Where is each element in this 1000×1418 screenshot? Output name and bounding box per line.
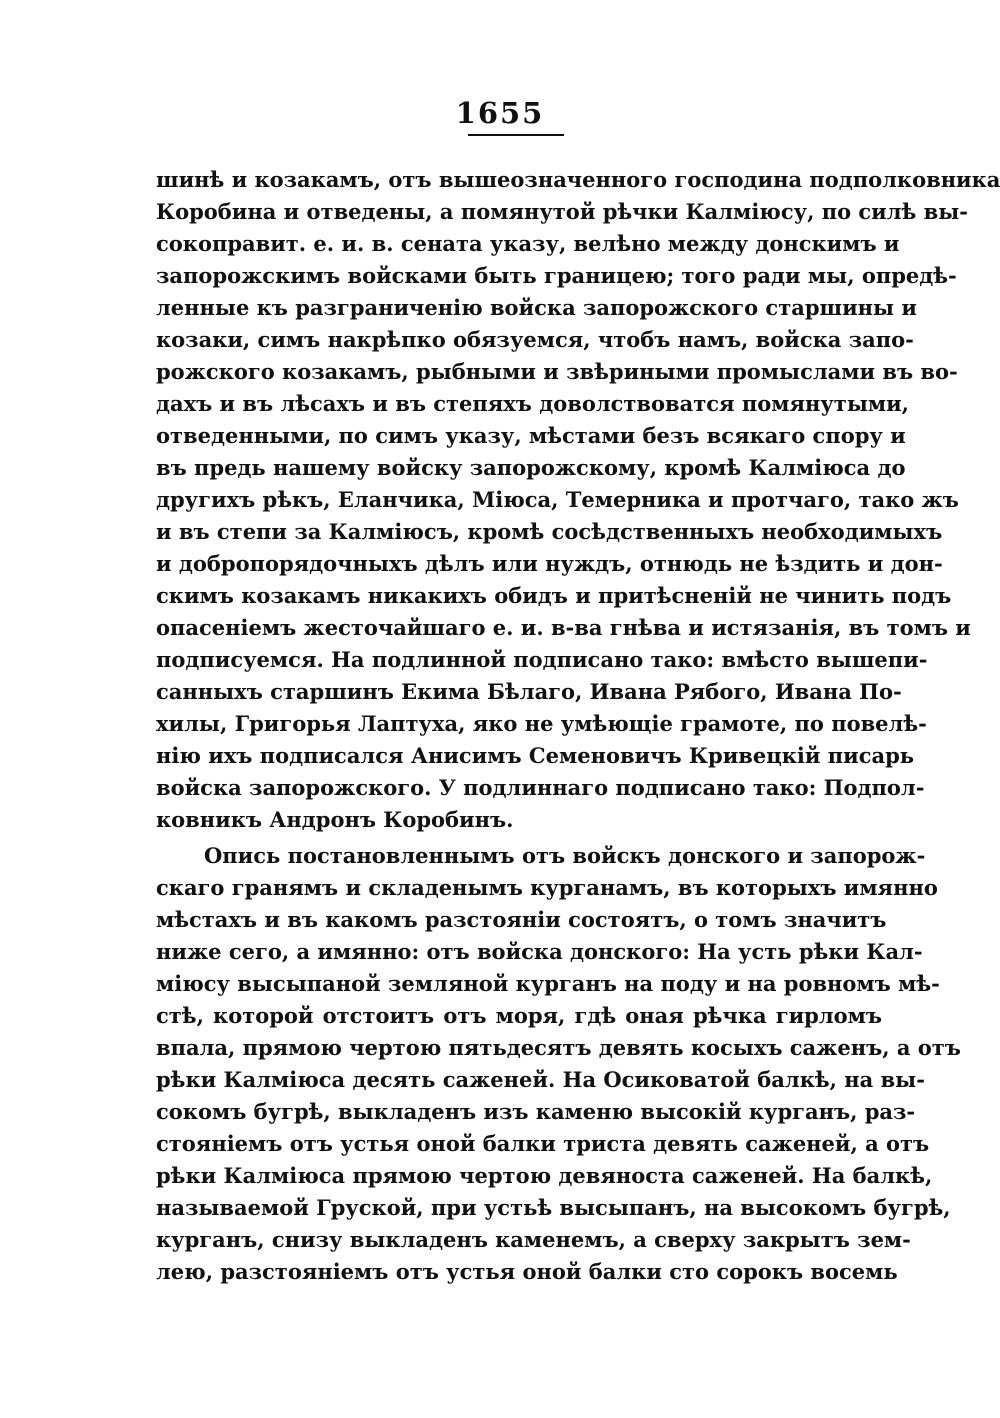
text-line: ленные къ разграниченію войска запорожского старшины и xyxy=(156,295,917,320)
text-line: сокоправит. е. и. в. сената указу, велѣно между донскимъ и xyxy=(156,231,900,256)
text-line: ниже сего, а имянно: отъ войска донского: На усть рѣки Кал- xyxy=(156,939,923,964)
text-line: санныхъ старшинъ Екима Бѣлаго, Ивана Рябого, Ивана По- xyxy=(156,679,902,704)
text-line: стѣ, которой отстоитъ отъ моря, гдѣ оная рѣчка гирломъ xyxy=(156,1003,882,1028)
text-line: войска запорожского. У подлиннаго подписано тако: Подпол- xyxy=(156,775,925,800)
text-line: шинѣ и козакамъ, отъ вышеозначенного господина подполковника xyxy=(156,167,1000,192)
text-line: міюсу высыпаной земляной курганъ на поду и на ровномъ мѣ- xyxy=(156,971,940,996)
page-number-underline xyxy=(468,134,564,136)
text-line: нію ихъ подписался Анисимъ Семеновичъ Кривецкій писарь xyxy=(156,743,915,768)
text-line: стояніемъ отъ устья оной балки триста девять саженей, а отъ xyxy=(156,1131,930,1156)
text-line: подписуемся. На подлинной подписано тако: вмѣсто вышепи- xyxy=(156,647,928,672)
text-line: въ предь нашему войску запорожскому, кромѣ Калміюса до xyxy=(156,455,906,480)
text-body xyxy=(156,164,1000,1288)
paragraph-2 xyxy=(156,840,961,1288)
paragraph-1 xyxy=(156,164,1000,836)
text-line: другихъ рѣкъ, Еланчика, Міюса, Темерника и протчаго, тако жъ xyxy=(156,487,959,512)
text-line: и въ степи за Калміюсъ, кромѣ сосѣдственныхъ необходимыхъ xyxy=(156,519,943,544)
text-line: и добропорядочныхъ дѣлъ или нуждъ, отнюдь не ѣздить и дон- xyxy=(156,551,943,576)
text-line: рѣки Калміюса прямою чертою девяноста саженей. На балкѣ, xyxy=(156,1163,933,1188)
text-line: дахъ и въ лѣсахъ и въ степяхъ доволствоватся помянутыми, xyxy=(156,391,909,416)
text-line: ковникъ Андронъ Коробинъ. xyxy=(156,807,514,832)
text-line: хилы, Григорья Лаптуха, яко не умѣющіе грамоте, по повелѣ- xyxy=(156,711,927,736)
text-line: опасеніемъ жесточайшаго е. и. в-ва гнѣва и истязанія, въ томъ и xyxy=(156,615,971,640)
page-number: 1655 xyxy=(455,96,545,130)
text-line: скаго гранямъ и складенымъ курганамъ, въ которыхъ имянно xyxy=(156,875,938,900)
text-line: рожского козакамъ, рыбными и звѣриными промыслами въ во- xyxy=(156,359,958,384)
text-line: запорожскимъ войсками быть границею; того ради мы, опредѣ- xyxy=(156,263,957,288)
text-line: скимъ козакамъ никакихъ обидъ и притѣсненій не чинить подъ xyxy=(156,583,952,608)
text-line: отведенными, по симъ указу, мѣстами безъ всякаго спору и xyxy=(156,423,906,448)
text-line: курганъ, снизу выкладенъ каменемъ, а сверху закрытъ зем- xyxy=(156,1227,911,1252)
text-line: впала, прямою чертою пятьдесятъ девять косыхъ саженъ, а отъ xyxy=(156,1035,961,1060)
text-line: рѣки Калміюса десять саженей. На Осиковатой балкѣ, на вы- xyxy=(156,1067,925,1092)
text-line: лею, разстояніемъ отъ устья оной балки сто сорокъ восемь xyxy=(156,1259,898,1284)
text-line: Коробина и отведены, а помянутой рѣчки Калміюсу, по силѣ вы- xyxy=(156,199,968,224)
text-line: Опись постановленнымъ отъ войскъ донского и запорож- xyxy=(204,843,926,868)
text-line: мѣстахъ и въ какомъ разстояніи состоятъ, о томъ значитъ xyxy=(156,907,887,932)
text-line: называемой Груской, при устьѣ высыпанъ, на высокомъ бугрѣ, xyxy=(156,1195,951,1220)
text-line: сокомъ бугрѣ, выкладенъ изъ каменю высокій курганъ, раз- xyxy=(156,1099,916,1124)
text-line: козаки, симъ накрѣпко обязуемся, чтобъ намъ, войска запо- xyxy=(156,327,914,352)
